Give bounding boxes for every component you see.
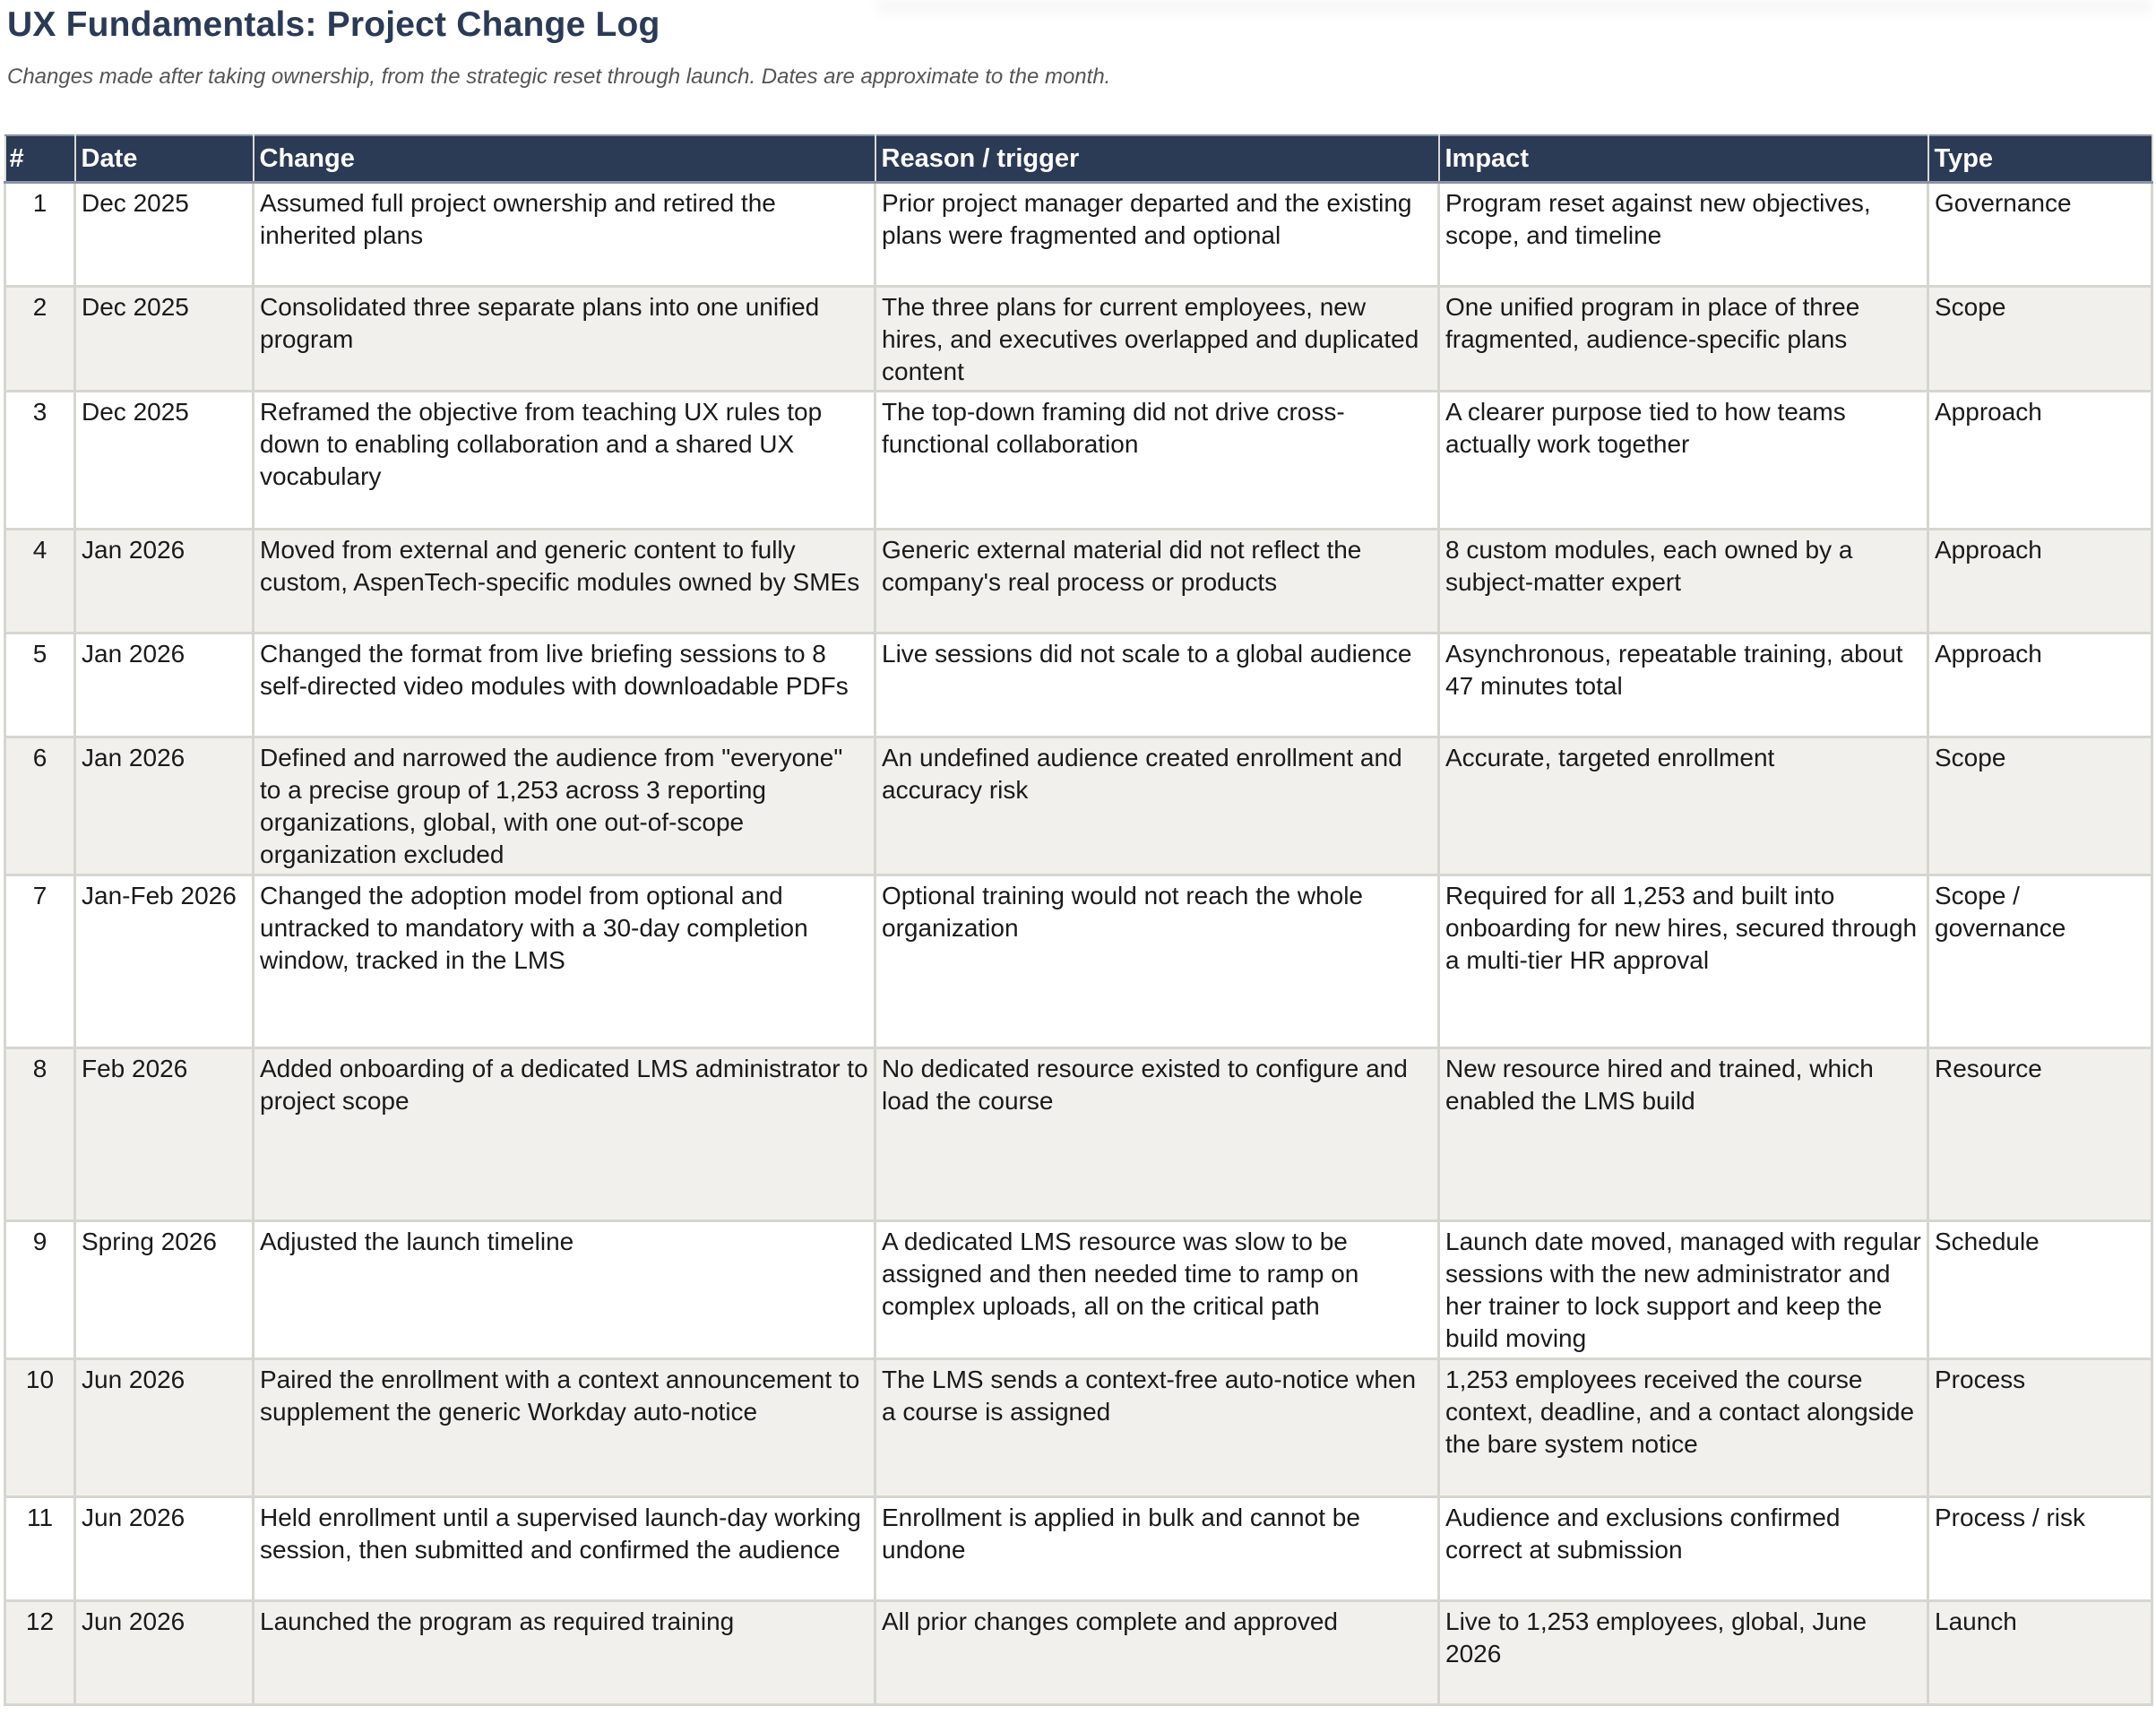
- table-row: [5, 633, 2152, 737]
- row-type: Scope: [1928, 737, 2152, 875]
- row-number: 10: [5, 1359, 75, 1497]
- row-date: Dec 2025: [75, 287, 254, 392]
- row-reason: An undefined audience created enrollment and accuracy risk: [875, 737, 1439, 875]
- row-type: Schedule: [1928, 1221, 2152, 1359]
- row-number: 4: [5, 530, 75, 633]
- row-type: Process / risk: [1928, 1497, 2152, 1601]
- row-date: Jun 2026: [75, 1601, 254, 1705]
- row-reason: Prior project manager departed and the existing plans were fragmented and optional: [875, 183, 1439, 287]
- row-type: Scope: [1928, 287, 2152, 392]
- table-row: [5, 1221, 2152, 1359]
- row-reason: No dedicated resource existed to configure and load the course: [875, 1048, 1439, 1221]
- header-shadow: [878, 0, 2151, 20]
- table-row: [5, 1048, 2152, 1221]
- row-reason: Enrollment is applied in bulk and cannot be undone: [875, 1497, 1439, 1601]
- row-date: Feb 2026: [75, 1048, 254, 1221]
- row-change: Consolidated three separate plans into one unified program: [254, 287, 875, 392]
- row-number: 11: [5, 1497, 75, 1601]
- row-reason: All prior changes complete and approved: [875, 1601, 1439, 1705]
- row-impact: Asynchronous, repeatable training, about 47 minutes total: [1439, 633, 1928, 737]
- column-header-impact: Impact: [1439, 135, 1928, 183]
- row-change: Launched the program as required training: [254, 1601, 875, 1705]
- row-date: Jun 2026: [75, 1359, 254, 1497]
- row-number: 3: [5, 392, 75, 530]
- table-row: [5, 1497, 2152, 1601]
- row-reason: Generic external material did not reflect the company's real process or products: [875, 530, 1439, 633]
- row-type: Approach: [1928, 530, 2152, 633]
- row-impact: Required for all 1,253 and built into onboarding for new hires, secured through a multi-tier HR approval: [1439, 875, 1928, 1048]
- row-impact: A clearer purpose tied to how teams actually work together: [1439, 392, 1928, 530]
- row-type: Launch: [1928, 1601, 2152, 1705]
- row-impact: New resource hired and trained, which enabled the LMS build: [1439, 1048, 1928, 1221]
- row-number: 8: [5, 1048, 75, 1221]
- page-title: UX Fundamentals: Project Change Log: [7, 5, 660, 44]
- row-number: 2: [5, 287, 75, 392]
- table-row: [5, 1601, 2152, 1705]
- row-type: Governance: [1928, 183, 2152, 287]
- row-number: 9: [5, 1221, 75, 1359]
- column-header-type: Type: [1928, 135, 2152, 183]
- row-reason: The LMS sends a context-free auto-notice when a course is assigned: [875, 1359, 1439, 1497]
- column-header-date: Date: [75, 135, 254, 183]
- row-reason: A dedicated LMS resource was slow to be assigned and then needed time to ramp on complex uploads, all on the critical path: [875, 1221, 1439, 1359]
- row-impact: Launch date moved, managed with regular sessions with the new administrator and her trainer to lock support and keep the build moving: [1439, 1221, 1928, 1359]
- row-type: Approach: [1928, 392, 2152, 530]
- row-change: Held enrollment until a supervised launch-day working session, then submitted and confirmed the audience: [254, 1497, 875, 1601]
- column-header-change: Change: [254, 135, 875, 183]
- row-type: Scope / governance: [1928, 875, 2152, 1048]
- row-change: Added onboarding of a dedicated LMS administrator to project scope: [254, 1048, 875, 1221]
- row-change: Moved from external and generic content to fully custom, AspenTech-specific modules owned by SMEs: [254, 530, 875, 633]
- row-number: 7: [5, 875, 75, 1048]
- row-date: Jan 2026: [75, 633, 254, 737]
- row-date: Spring 2026: [75, 1221, 254, 1359]
- row-reason: The top-down framing did not drive cross-functional collaboration: [875, 392, 1439, 530]
- row-impact: Audience and exclusions confirmed correct at submission: [1439, 1497, 1928, 1601]
- table-row: [5, 1359, 2152, 1497]
- row-date: Jan 2026: [75, 737, 254, 875]
- row-impact: Accurate, targeted enrollment: [1439, 737, 1928, 875]
- row-date: Jun 2026: [75, 1497, 254, 1601]
- column-header-num: #: [5, 135, 75, 183]
- row-type: Resource: [1928, 1048, 2152, 1221]
- row-date: Dec 2025: [75, 392, 254, 530]
- row-number: 6: [5, 737, 75, 875]
- row-change: Reframed the objective from teaching UX rules top down to enabling collaboration and a shared UX vocabulary: [254, 392, 875, 530]
- row-change: Assumed full project ownership and retired the inherited plans: [254, 183, 875, 287]
- row-change: Changed the adoption model from optional and untracked to mandatory with a 30-day completion window, tracked in the LMS: [254, 875, 875, 1048]
- table-row: [5, 392, 2152, 530]
- row-number: 1: [5, 183, 75, 287]
- row-reason: The three plans for current employees, new hires, and executives overlapped and duplicated content: [875, 287, 1439, 392]
- table-header-row: [5, 135, 2152, 183]
- row-number: 5: [5, 633, 75, 737]
- row-impact: One unified program in place of three fragmented, audience-specific plans: [1439, 287, 1928, 392]
- row-reason: Live sessions did not scale to a global audience: [875, 633, 1439, 737]
- change-log-table: [4, 134, 2153, 1706]
- table-row: [5, 737, 2152, 875]
- row-date: Jan 2026: [75, 530, 254, 633]
- row-change: Changed the format from live briefing sessions to 8 self-directed video modules with downloadable PDFs: [254, 633, 875, 737]
- table-row: [5, 530, 2152, 633]
- row-change: Defined and narrowed the audience from "everyone" to a precise group of 1,253 across 3 reporting organizations, global, with one out-of-scope organization excluded: [254, 737, 875, 875]
- row-change: Paired the enrollment with a context announcement to supplement the generic Workday auto-notice: [254, 1359, 875, 1497]
- row-date: Jan-Feb 2026: [75, 875, 254, 1048]
- page-subtitle: Changes made after taking ownership, from the strategic reset through launch. Dates are approximate to the month.: [7, 65, 1111, 89]
- row-type: Approach: [1928, 633, 2152, 737]
- row-date: Dec 2025: [75, 183, 254, 287]
- row-impact: 1,253 employees received the course context, deadline, and a contact alongside the bare system notice: [1439, 1359, 1928, 1497]
- row-impact: 8 custom modules, each owned by a subject-matter expert: [1439, 530, 1928, 633]
- row-type: Process: [1928, 1359, 2152, 1497]
- row-change: Adjusted the launch timeline: [254, 1221, 875, 1359]
- row-reason: Optional training would not reach the whole organization: [875, 875, 1439, 1048]
- row-impact: Live to 1,253 employees, global, June 2026: [1439, 1601, 1928, 1705]
- column-header-reason: Reason / trigger: [875, 135, 1439, 183]
- table-row: [5, 875, 2152, 1048]
- table-row: [5, 287, 2152, 392]
- row-impact: Program reset against new objectives, scope, and timeline: [1439, 183, 1928, 287]
- row-number: 12: [5, 1601, 75, 1705]
- table-row: [5, 183, 2152, 287]
